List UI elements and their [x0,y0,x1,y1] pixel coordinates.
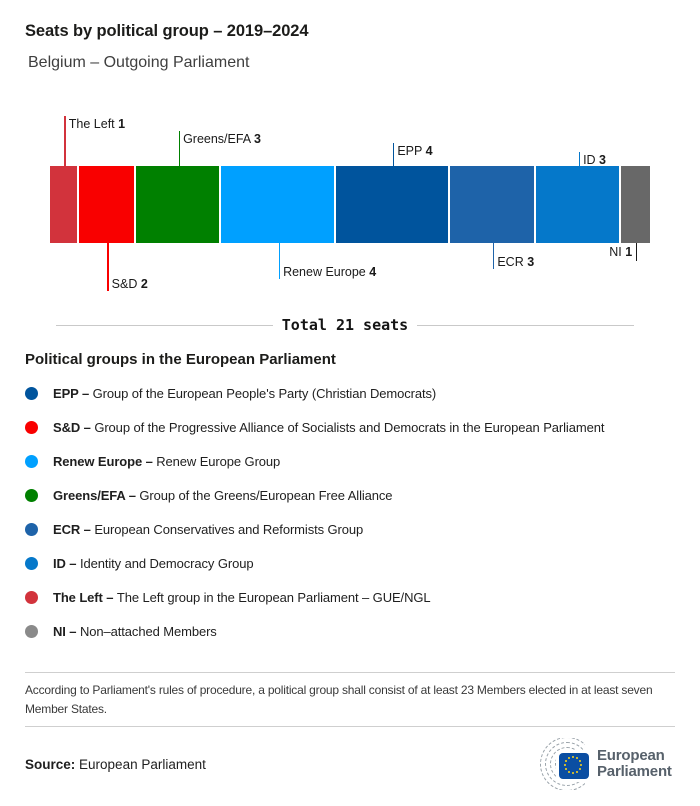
divider-line-left [56,325,273,326]
legend-item-ecr [25,512,675,546]
flag-star [572,756,574,758]
legend-dot-id [25,557,38,570]
legend-item-epp [25,376,675,410]
leader-line-epp [393,143,395,166]
flag-star [565,760,567,762]
flag-star [580,764,582,766]
source-label: Source: [25,756,76,772]
bar-label-id [583,153,606,167]
flag-star [568,771,570,773]
legend-dot-ni [25,625,38,638]
legend-label-s-d: S&D – Group of the Progressive Alliance of Socialists and Democrats in the European Parliament [53,419,605,435]
bar-label-name: S&D [111,277,141,291]
leader-line-ecr [493,243,495,269]
chart-subtitle: Belgium – Outgoing Parliament [28,54,250,71]
total-seats-divider [56,316,634,334]
legend-dot-the-left [25,591,38,604]
flag-star [579,768,581,770]
bar-segment-greens-efa [136,166,222,243]
legend-dot-ecr [25,523,38,536]
legend-label-ni: NI – Non–attached Members [53,623,217,639]
bar-label-name: ID [583,153,600,167]
bar-label-count: 4 [369,265,377,279]
legend-label-epp: EPP – Group of the European People's Party (Christian Democrats) [53,385,437,401]
leader-line-renew-europe [279,243,281,279]
bar-segment-s-d [79,166,136,243]
bar-label-count: 2 [140,277,148,291]
flag-star [564,764,566,766]
european-parliament-logo [523,738,675,790]
flag-star [576,757,578,759]
bar-label-ecr [497,255,534,269]
bar-label-name: ECR [497,255,528,269]
source-line [25,757,206,772]
bar-label-name: The Left [68,117,119,131]
bar-segment-id [536,166,622,243]
bar-label-the-left [69,117,125,131]
legend-label-id: ID – Identity and Democracy Group [53,555,254,571]
flag-star [576,771,578,773]
footer [25,737,675,791]
logo-text: European Parliament [597,747,672,780]
bar-segment-ni [621,166,650,243]
legend-list [25,376,675,648]
legend-dot-greens-efa [25,489,38,502]
bar-label-count: 3 [599,153,606,167]
footnote: According to Parliament's rules of procedure, a political group shall consist of at least 23 Members elected in at least seven Member States. [25,683,653,716]
bar-label-count: 4 [425,144,433,158]
bar-segment-renew-europe [221,166,335,243]
leader-line-greens-efa [179,131,181,166]
bar-label-s-d [112,277,148,291]
legend-heading: Political groups in the European Parliament [25,351,336,368]
bar-label-count: 1 [118,117,126,131]
flag-star [579,760,581,762]
leader-line-ni [636,243,638,261]
bar-segment-ecr [450,166,536,243]
bar-label-name: Greens/EFA [183,132,254,146]
bar-label-renew-europe [283,265,376,279]
flag-star [565,768,567,770]
legend-label-the-left: The Left – The Left group in the European Parliament – GUE/NGL [53,589,431,605]
legend-item-id [25,546,675,580]
legend-label-ecr: ECR – European Conservatives and Reformists Group [53,521,364,537]
footnote-rule-top [25,672,675,673]
infographic-page [0,22,700,806]
bar-label-name: Renew Europe [283,265,370,279]
bar-label-name: NI [609,245,626,259]
divider-line-right [417,325,634,326]
flag-star [568,757,570,759]
flag-star [572,772,574,774]
footnote-rule-bottom [25,726,675,727]
legend-label-renew-europe: Renew Europe – Renew Europe Group [53,453,281,469]
bar-label-name: EPP [397,144,426,158]
bar-label-count: 3 [527,255,535,269]
bar-segment-epp [336,166,450,243]
legend-dot-s-d [25,421,38,434]
leader-line-the-left [64,116,66,166]
bar-label-ni [609,245,632,259]
legend-label-greens-efa: Greens/EFA – Group of the Greens/European Free Alliance [53,487,393,503]
bar-label-epp [397,144,432,158]
bar-label-count: 3 [253,132,261,146]
legend-item-greens-efa [25,478,675,512]
bar-label-greens-efa [183,132,261,146]
legend-dot-renew-europe [25,455,38,468]
stacked-bar-chart [0,113,700,303]
legend-item-renew-europe [25,444,675,478]
legend-item-ni [25,614,675,648]
eu-flag-icon [559,753,589,779]
leader-line-s-d [107,243,109,291]
legend-item-s-d [25,410,675,444]
bar-label-count: 1 [625,245,633,259]
source-value: European Parliament [79,756,206,772]
bar-segment-the-left [50,166,79,243]
total-seats-label: Total 21 seats [281,316,409,334]
legend-item-the-left [25,580,675,614]
leader-line-id [579,152,581,166]
legend-dot-epp [25,387,38,400]
chart-title: Seats by political group – 2019–2024 [25,22,309,40]
